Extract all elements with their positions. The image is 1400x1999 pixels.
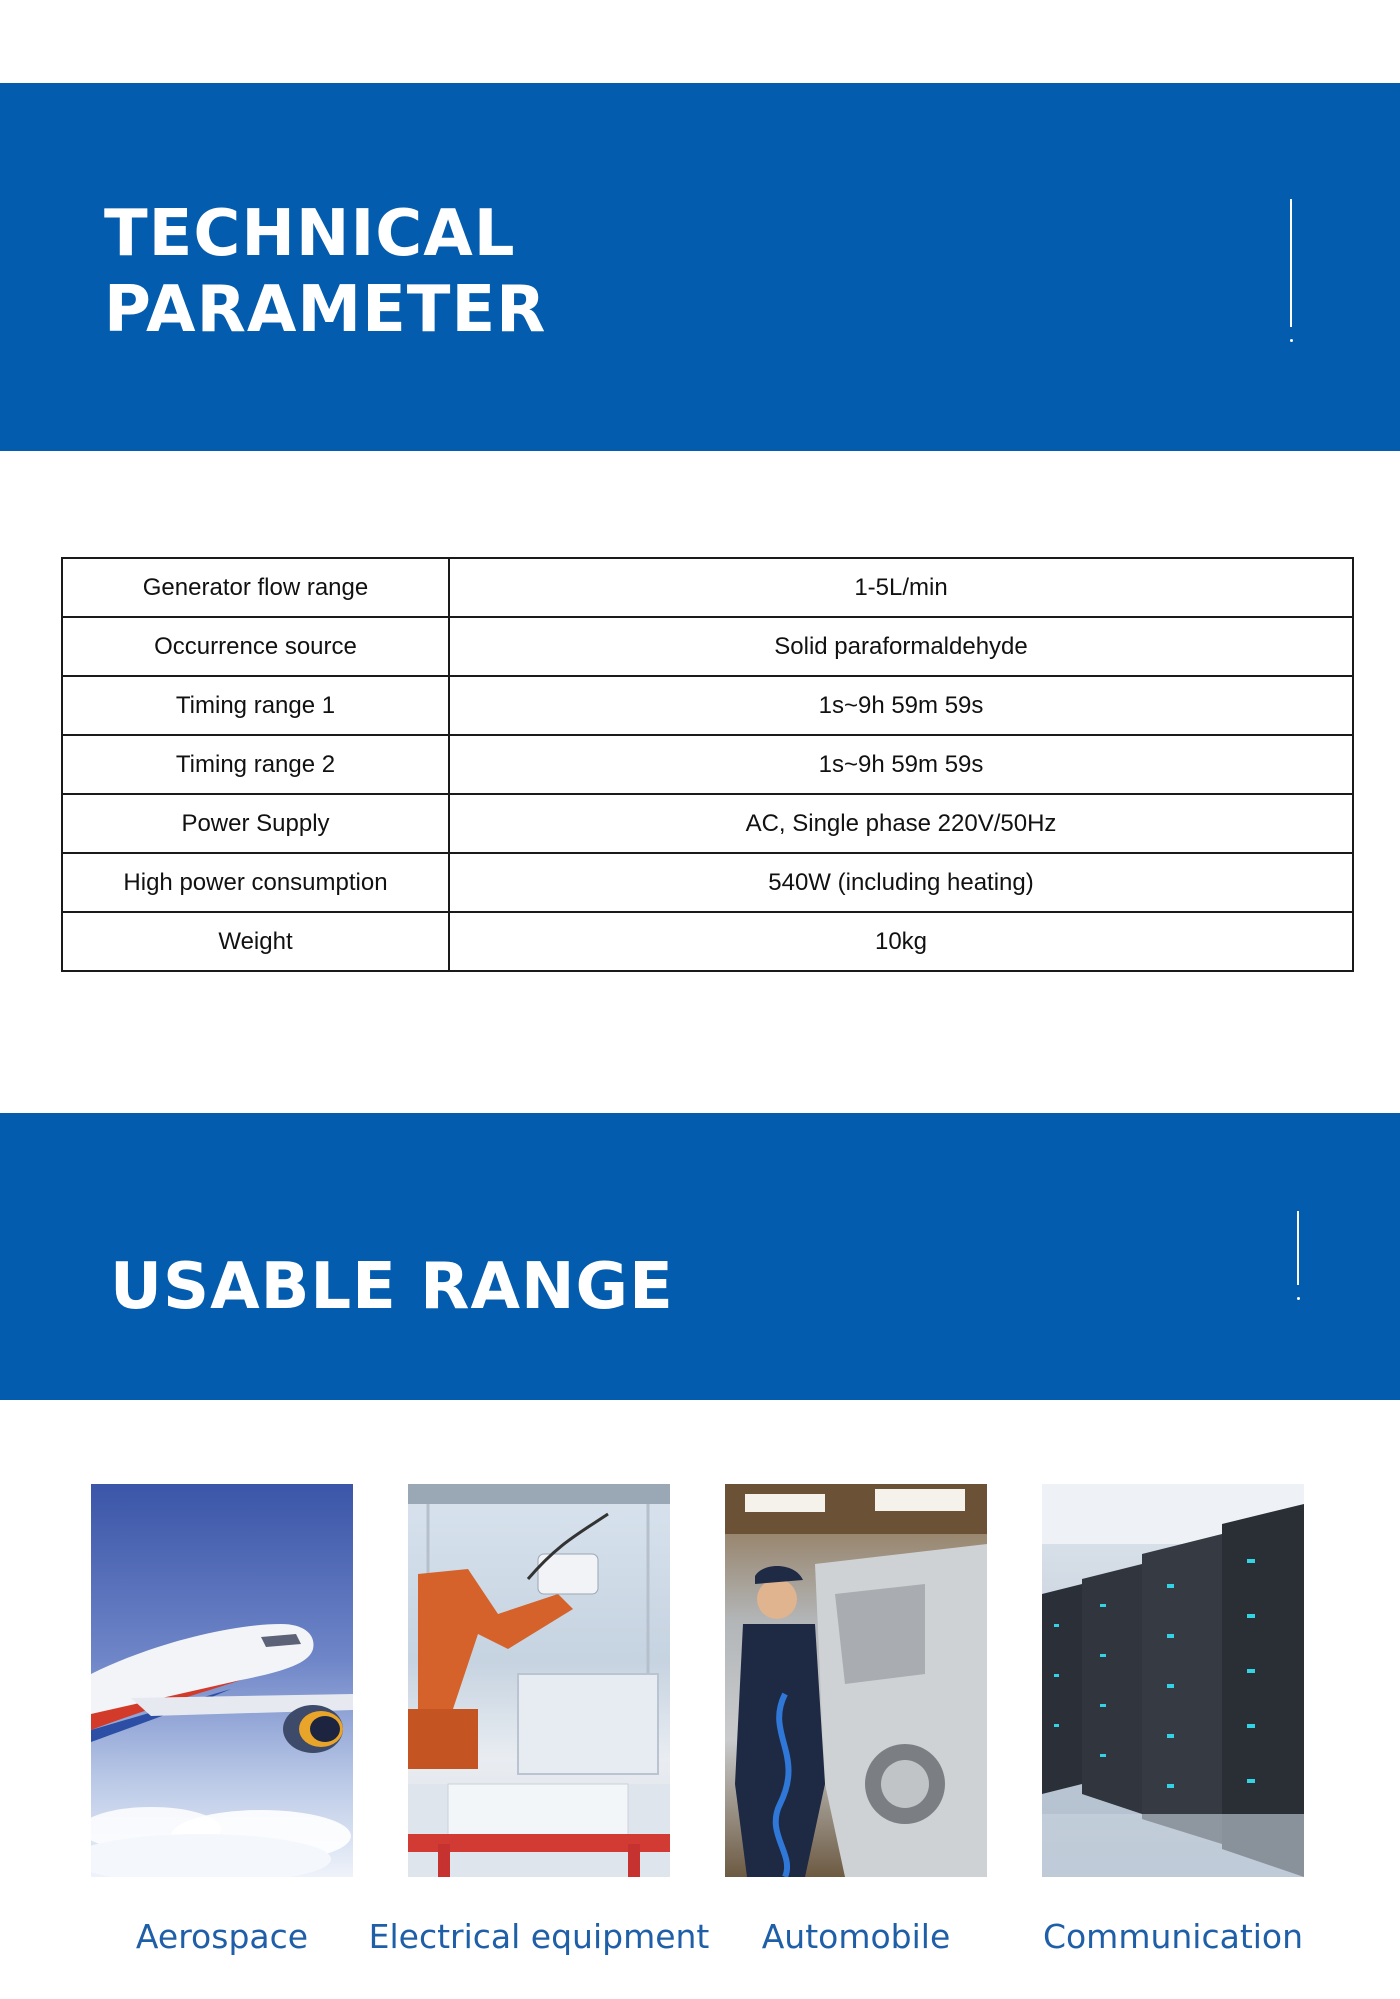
automobile-image <box>725 1484 987 1877</box>
spec-value: 540W (including heating) <box>449 853 1353 912</box>
application-card-automobile <box>725 1484 987 1956</box>
application-card-communication <box>1042 1484 1304 1956</box>
application-label: Automobile <box>761 1917 951 1956</box>
spec-value: 1s~9h 59m 59s <box>449 735 1353 794</box>
decorative-divider-dot <box>1290 339 1293 342</box>
technical-parameter-title <box>104 196 546 348</box>
aerospace-image <box>91 1484 353 1877</box>
spec-param: Timing range 2 <box>62 735 449 794</box>
decorative-divider-line <box>1297 1211 1299 1285</box>
table-row <box>62 912 1353 971</box>
spec-param: Weight <box>62 912 449 971</box>
application-card-electrical-equipment <box>368 1484 710 1956</box>
application-label: Aerospace <box>135 1917 309 1956</box>
spec-value: AC, Single phase 220V/50Hz <box>449 794 1353 853</box>
table-row <box>62 558 1353 617</box>
decorative-divider-dot <box>1297 1297 1300 1300</box>
table-row <box>62 794 1353 853</box>
spec-table <box>61 557 1354 972</box>
table-row <box>62 617 1353 676</box>
application-label: Communication <box>1042 1917 1304 1956</box>
usable-range-title: USABLE RANGE <box>110 1250 674 1324</box>
spec-param: Occurrence source <box>62 617 449 676</box>
spec-param: High power consumption <box>62 853 449 912</box>
decorative-divider-line <box>1290 199 1292 327</box>
table-row <box>62 853 1353 912</box>
spec-param: Power Supply <box>62 794 449 853</box>
robot-arm-illustration <box>408 1484 670 1877</box>
application-card-aerospace <box>91 1484 353 1956</box>
application-label: Electrical equipment <box>368 1917 710 1956</box>
server-rack-illustration <box>1042 1484 1304 1877</box>
communication-image <box>1042 1484 1304 1877</box>
electrical-equipment-image <box>408 1484 670 1877</box>
spec-value: 1-5L/min <box>449 558 1353 617</box>
spec-param: Timing range 1 <box>62 676 449 735</box>
title-line-2: PARAMETER <box>104 273 547 347</box>
spec-value: 10kg <box>449 912 1353 971</box>
car-factory-illustration <box>725 1484 987 1877</box>
title-line-1: TECHNICAL <box>104 197 516 271</box>
table-row <box>62 735 1353 794</box>
technical-parameter-banner <box>0 83 1400 451</box>
spec-value: 1s~9h 59m 59s <box>449 676 1353 735</box>
spec-param: Generator flow range <box>62 558 449 617</box>
usable-range-banner <box>0 1113 1400 1400</box>
spec-value: Solid paraformaldehyde <box>449 617 1353 676</box>
airplane-illustration <box>91 1484 353 1877</box>
table-row <box>62 676 1353 735</box>
